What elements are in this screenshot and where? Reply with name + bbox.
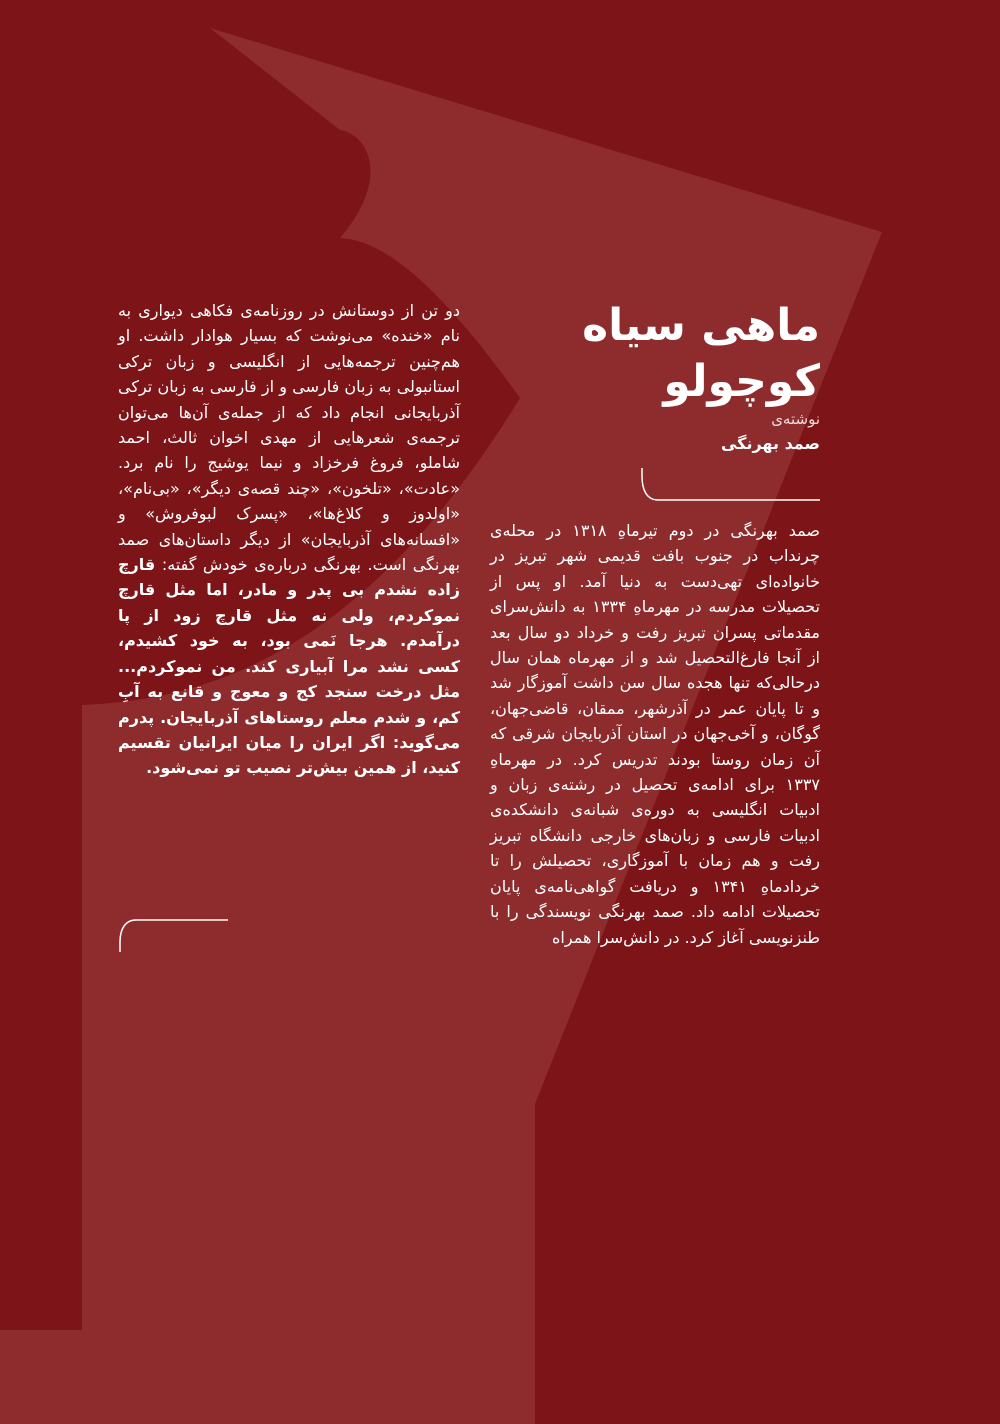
biography-left-text: دو تن از دوستانش در روزنامه‌ی فکاهی دیواری به نام «خنده» می‌نوشت که بسیار هوادار داشت. او هم‌چنین ترجمه‌هایی از انگلیسی و زبان ترکی استانبولی به زبان فارسی و از فارسی به زبان ترکی آذربایجانی انجام داد که از جمله‌ی آن‌ها می‌توان ترجمه‌ی شعرهایی از مهدی اخوان ثالث، احمد شاملو، فروغ فرخزاد و نیما یوشیج را نام برد. «عادت»، «تلخون»، «چند قصه‌ی دیگر»، «بی‌نام»، «اولدوز و کلاغ‌ها»، «پسرک لبوفروش» و «افسانه‌های آذربایجان» از دیگر داستان‌های صمد بهرنگی است. بهرنگی درباره‌ی خودش گفته:	[118, 301, 460, 575]
biography-right-column: صمد بهرنگی در دوم تیرماهِ ۱۳۱۸ در محله‌ی چرنداب در جنوب بافت قدیمی شهر تبریز در خانواده‌ای تهی‌دست به دنیا آمد. او پس از تحصیلات مدرسه در مهرماهِ ۱۳۳۴ به دانش‌سرای مقدماتی پسران تبریز رفت و خرداد دو سال بعد از آنجا فارغ‌التحصیل شد و از مهرماه همان سال درحالی‌که تنها هجده سال سن داشت آموزگار شد و تا پایان عمر در آذرشهر، ممقان، قاضی‌جهان، گوگان، و آخی‌جهان در استان آذربایجان شرقی که آن زمان روستا بودند تدریس کرد. در مهرماهِ ۱۳۳۷ برای ادامه‌ی تحصیل در رشته‌ی زبان و ادبیات انگلیسی به دوره‌ی شبانه‌ی دانشکده‌ی ادبیات فارسی و زبان‌های خارجی دانشگاه تبریز رفت و هم زمان با آموزگاری، تحصیلش را تا خردادماهِ ۱۳۴۱ و دریافت گواهی‌نامه‌ی پایان تحصیلات ادامه داد. صمد بهرنگی نویسندگی را با طنزنویسی آغاز کرد. در دانش‌سرا همراه	[490, 521, 821, 947]
author-name: صمد بهرنگی	[720, 434, 820, 453]
book-title: ماهی سیاه کوچولو	[582, 300, 820, 407]
byline-label: نوشته‌ی	[771, 410, 820, 428]
biography-left-column	[118, 298, 460, 781]
curve-ornament-right	[640, 464, 822, 504]
behrangi-quote: قارچ زاده نشدم بی پدر و مادر، اما مثل قارچ نموکردم، ولی نه مثل قارچ زود از پا درآمدم. هرجا نَمی بود، به خود کشیدم، کسی نشد مرا آبیاری کند. من نموکردم... مثل درخت سنجد کج و معوج و قانع به آبِ کم، و شدم معلم روستاهای آذربایجان. پدرم می‌گوید: اگر ایران را میان ایرانیان تقسیم کنید، از همین بیش‌تر نصیب تو نمی‌شود.	[118, 555, 460, 778]
curve-ornament-left	[118, 916, 230, 956]
